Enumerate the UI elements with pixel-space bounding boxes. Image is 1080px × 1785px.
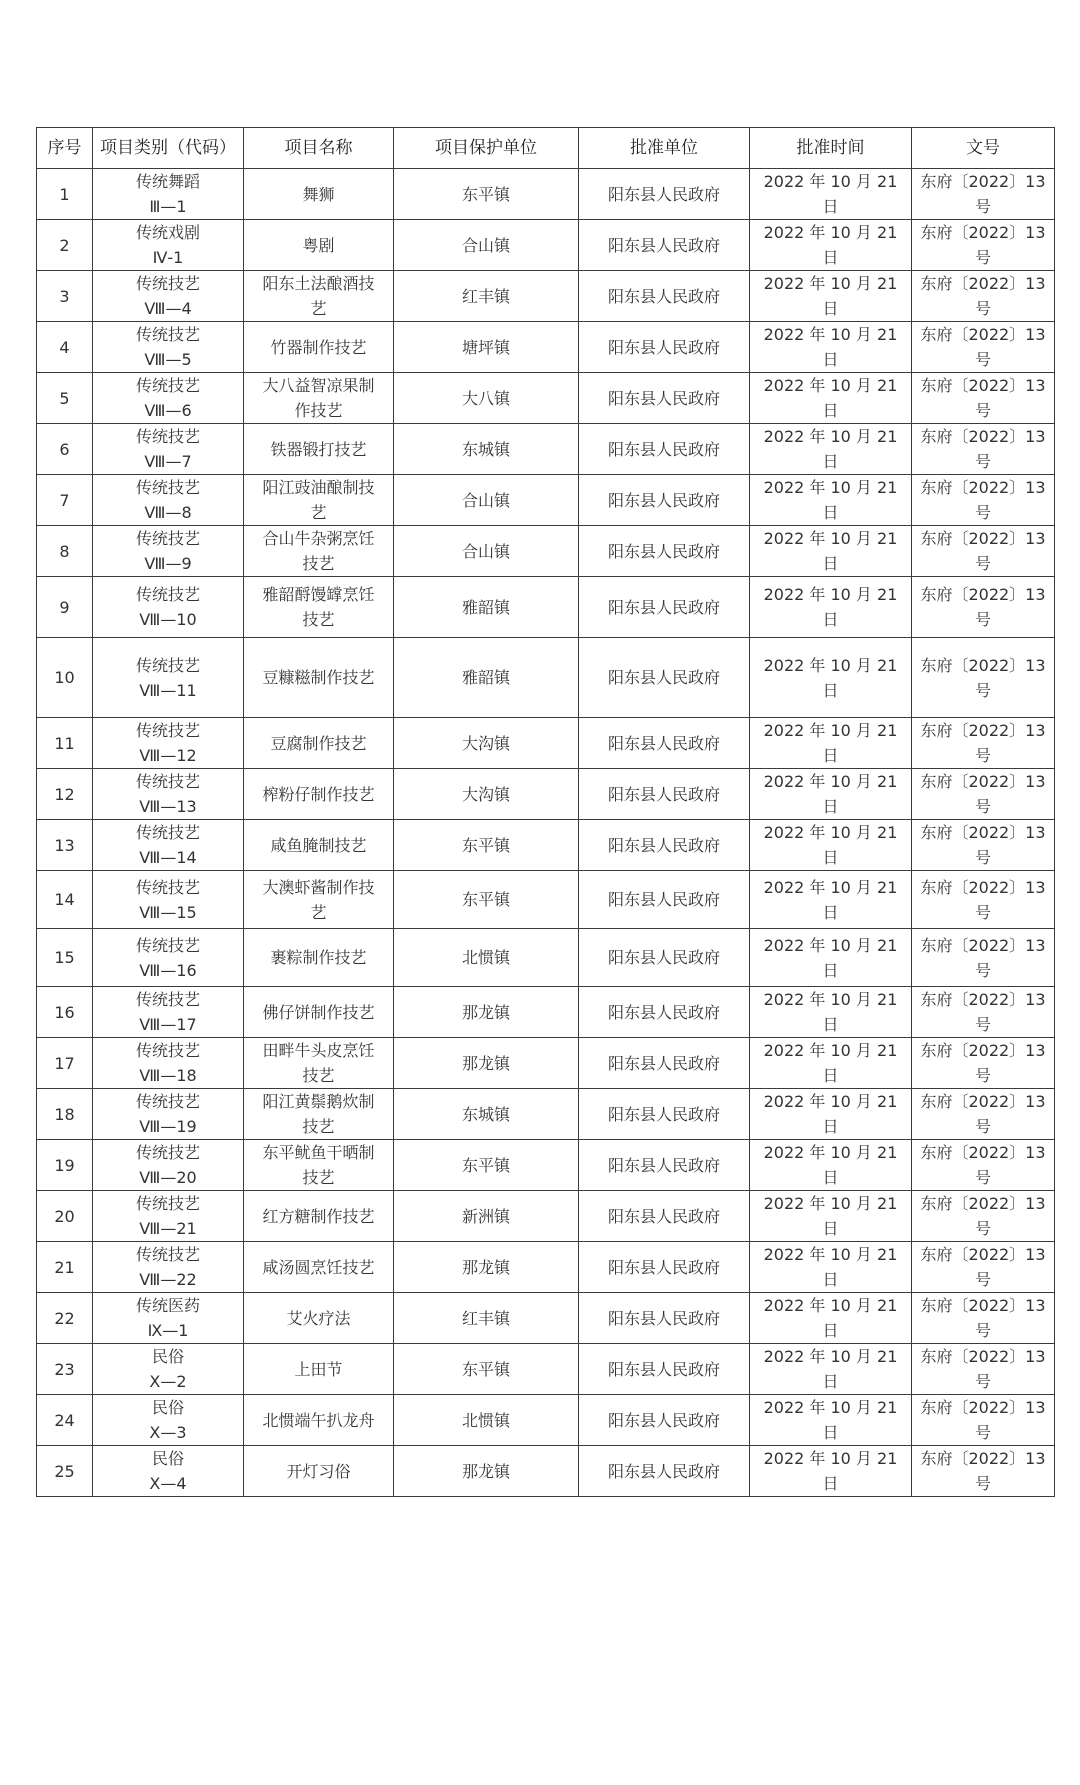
cell-unit: 合山镇: [394, 526, 579, 577]
cell-category: [93, 769, 244, 820]
cell-doc: 东府〔2022〕13 号: [912, 322, 1055, 373]
category-code: Ⅷ—21: [139, 1219, 197, 1238]
cell-no: 15: [37, 929, 93, 987]
cell-unit: 那龙镇: [394, 987, 579, 1038]
cell-date: 2022 年 10 月 21 日: [750, 1344, 912, 1395]
category-code: Ⅲ—1: [149, 197, 187, 216]
category-label: 传统医药: [135, 1296, 200, 1315]
cell-name: 阳江黄鬃鹅炊制技艺: [244, 1089, 394, 1140]
cell-category: [93, 1140, 244, 1191]
cell-doc: 东府〔2022〕13 号: [912, 929, 1055, 987]
cell-name: 田畔牛头皮烹饪技艺: [244, 1038, 394, 1089]
cell-no: 12: [37, 769, 93, 820]
table-row: [37, 638, 1055, 718]
cell-approver: 阳东县人民政府: [579, 929, 750, 987]
cell-category: [93, 1089, 244, 1140]
cell-category: [93, 871, 244, 929]
cell-date: 2022 年 10 月 21 日: [750, 169, 912, 220]
cell-name: 佛仔饼制作技艺: [244, 987, 394, 1038]
cell-date: 2022 年 10 月 21 日: [750, 1140, 912, 1191]
category-code: Ⅷ—7: [144, 452, 192, 471]
category-code: Ⅷ—14: [139, 848, 197, 867]
table-row: [37, 475, 1055, 526]
cell-doc: 东府〔2022〕13 号: [912, 769, 1055, 820]
category-code: Ⅹ—4: [149, 1474, 187, 1493]
cell-date: 2022 年 10 月 21 日: [750, 769, 912, 820]
cell-no: 10: [37, 638, 93, 718]
cell-name: 合山牛杂粥烹饪技艺: [244, 526, 394, 577]
cell-doc: 东府〔2022〕13 号: [912, 475, 1055, 526]
cell-no: 23: [37, 1344, 93, 1395]
cell-no: 4: [37, 322, 93, 373]
cell-date: 2022 年 10 月 21 日: [750, 929, 912, 987]
cell-name: 雅韶酹馒罉烹饪技艺: [244, 577, 394, 638]
cell-unit: 塘坪镇: [394, 322, 579, 373]
cell-unit: 东平镇: [394, 820, 579, 871]
cell-approver: 阳东县人民政府: [579, 820, 750, 871]
cell-unit: 东平镇: [394, 871, 579, 929]
cell-date: 2022 年 10 月 21 日: [750, 1293, 912, 1344]
cell-unit: 红丰镇: [394, 271, 579, 322]
table-row: [37, 1395, 1055, 1446]
category-code: Ⅷ—20: [139, 1168, 197, 1187]
category-code: Ⅷ—11: [139, 680, 197, 700]
cell-category: [93, 220, 244, 271]
table-row: [37, 1293, 1055, 1344]
table-row: [37, 322, 1055, 373]
cell-no: 11: [37, 718, 93, 769]
cell-doc: 东府〔2022〕13 号: [912, 1140, 1055, 1191]
table-row: [37, 1191, 1055, 1242]
cell-no: 16: [37, 987, 93, 1038]
cell-category: [93, 373, 244, 424]
cell-date: 2022 年 10 月 21 日: [750, 475, 912, 526]
cell-approver: 阳东县人民政府: [579, 987, 750, 1038]
header-category: 项目类别（代码）: [93, 128, 244, 169]
category-label: 传统技艺: [135, 325, 200, 344]
cell-no: 17: [37, 1038, 93, 1089]
cell-doc: 东府〔2022〕13 号: [912, 1293, 1055, 1344]
cell-unit: 雅韶镇: [394, 577, 579, 638]
cell-doc: 东府〔2022〕13 号: [912, 220, 1055, 271]
cell-approver: 阳东县人民政府: [579, 769, 750, 820]
table-row: [37, 424, 1055, 475]
cell-unit: 那龙镇: [394, 1242, 579, 1293]
category-label: 传统技艺: [135, 585, 200, 604]
cell-name: 北惯端午扒龙舟: [244, 1395, 394, 1446]
cell-approver: 阳东县人民政府: [579, 1140, 750, 1191]
cell-name: 阳江豉油酿制技艺: [244, 475, 394, 526]
cell-category: [93, 1191, 244, 1242]
category-label: 传统技艺: [135, 990, 200, 1009]
cell-doc: 东府〔2022〕13 号: [912, 1446, 1055, 1497]
cell-approver: 阳东县人民政府: [579, 1191, 750, 1242]
table-row: [37, 871, 1055, 929]
cell-name: 铁器锻打技艺: [244, 424, 394, 475]
cell-unit: 大八镇: [394, 373, 579, 424]
cell-approver: 阳东县人民政府: [579, 220, 750, 271]
cell-category: [93, 271, 244, 322]
cell-date: 2022 年 10 月 21 日: [750, 820, 912, 871]
cell-name: 艾火疗法: [244, 1293, 394, 1344]
cell-no: 6: [37, 424, 93, 475]
cell-approver: 阳东县人民政府: [579, 424, 750, 475]
category-code: Ⅷ—8: [144, 503, 192, 522]
cell-approver: 阳东县人民政府: [579, 1446, 750, 1497]
cell-unit: 东城镇: [394, 1089, 579, 1140]
cell-no: 22: [37, 1293, 93, 1344]
category-label: 民俗: [151, 1398, 184, 1417]
cell-date: 2022 年 10 月 21 日: [750, 424, 912, 475]
cell-name: 粤剧: [244, 220, 394, 271]
cell-approver: 阳东县人民政府: [579, 718, 750, 769]
cell-doc: 东府〔2022〕13 号: [912, 820, 1055, 871]
category-code: Ⅷ—6: [144, 401, 192, 420]
category-label: 传统技艺: [135, 1092, 200, 1111]
table-row: [37, 1242, 1055, 1293]
cell-date: 2022 年 10 月 21 日: [750, 1242, 912, 1293]
cell-approver: 阳东县人民政府: [579, 271, 750, 322]
category-code: Ⅷ—4: [144, 299, 192, 318]
cell-category: [93, 169, 244, 220]
table-row: [37, 169, 1055, 220]
cell-doc: 东府〔2022〕13 号: [912, 1395, 1055, 1446]
cell-approver: 阳东县人民政府: [579, 322, 750, 373]
cell-name: 舞狮: [244, 169, 394, 220]
category-label: 传统技艺: [135, 1041, 200, 1060]
category-label: 传统技艺: [135, 823, 200, 842]
cell-approver: 阳东县人民政府: [579, 373, 750, 424]
cell-approver: 阳东县人民政府: [579, 1038, 750, 1089]
table-row: [37, 220, 1055, 271]
cell-doc: 东府〔2022〕13 号: [912, 373, 1055, 424]
cell-approver: 阳东县人民政府: [579, 1344, 750, 1395]
cell-no: 14: [37, 871, 93, 929]
cell-doc: 东府〔2022〕13 号: [912, 718, 1055, 769]
cell-no: 1: [37, 169, 93, 220]
cell-unit: 北惯镇: [394, 1395, 579, 1446]
cell-name: 大八益智凉果制作技艺: [244, 373, 394, 424]
cell-no: 7: [37, 475, 93, 526]
category-label: 传统技艺: [135, 772, 200, 791]
cell-no: 9: [37, 577, 93, 638]
category-label: 民俗: [151, 1449, 184, 1468]
table-row: [37, 1344, 1055, 1395]
cell-no: 24: [37, 1395, 93, 1446]
cell-unit: 新洲镇: [394, 1191, 579, 1242]
cell-no: 2: [37, 220, 93, 271]
cell-doc: 东府〔2022〕13 号: [912, 1038, 1055, 1089]
cell-doc: 东府〔2022〕13 号: [912, 1344, 1055, 1395]
cell-name: 竹器制作技艺: [244, 322, 394, 373]
cell-approver: 阳东县人民政府: [579, 1242, 750, 1293]
header-approver: 批准单位: [579, 128, 750, 169]
cell-unit: 合山镇: [394, 475, 579, 526]
cell-no: 19: [37, 1140, 93, 1191]
cell-doc: 东府〔2022〕13 号: [912, 577, 1055, 638]
category-code: Ⅷ—9: [144, 554, 192, 573]
cell-date: 2022 年 10 月 21 日: [750, 1089, 912, 1140]
cell-category: [93, 1446, 244, 1497]
cell-no: 25: [37, 1446, 93, 1497]
cell-date: 2022 年 10 月 21 日: [750, 322, 912, 373]
category-label: 传统技艺: [135, 655, 200, 675]
table-row: [37, 577, 1055, 638]
cell-approver: 阳东县人民政府: [579, 169, 750, 220]
cell-approver: 阳东县人民政府: [579, 1293, 750, 1344]
cell-date: 2022 年 10 月 21 日: [750, 577, 912, 638]
cell-name: 咸鱼腌制技艺: [244, 820, 394, 871]
category-label: 传统技艺: [135, 877, 200, 897]
cell-doc: 东府〔2022〕13 号: [912, 871, 1055, 929]
header-doc: 文号: [912, 128, 1055, 169]
header-name: 项目名称: [244, 128, 394, 169]
cell-name: 咸汤圆烹饪技艺: [244, 1242, 394, 1293]
cell-date: 2022 年 10 月 21 日: [750, 1395, 912, 1446]
category-label: 传统技艺: [135, 529, 200, 548]
cell-no: 20: [37, 1191, 93, 1242]
cell-doc: 东府〔2022〕13 号: [912, 424, 1055, 475]
cell-doc: 东府〔2022〕13 号: [912, 1191, 1055, 1242]
table-row: [37, 1038, 1055, 1089]
category-code: Ⅹ—2: [149, 1372, 187, 1391]
cell-date: 2022 年 10 月 21 日: [750, 1446, 912, 1497]
category-label: 传统技艺: [135, 1143, 200, 1162]
cell-unit: 合山镇: [394, 220, 579, 271]
cell-category: [93, 424, 244, 475]
cell-approver: 阳东县人民政府: [579, 475, 750, 526]
category-code: Ⅸ—1: [147, 1321, 189, 1340]
cell-name: 豆糠糍制作技艺: [244, 638, 394, 718]
cell-unit: 北惯镇: [394, 929, 579, 987]
table-header-row: [37, 128, 1055, 169]
cell-no: 21: [37, 1242, 93, 1293]
cell-date: 2022 年 10 月 21 日: [750, 1191, 912, 1242]
table-row: [37, 820, 1055, 871]
cell-no: 3: [37, 271, 93, 322]
cell-approver: 阳东县人民政府: [579, 577, 750, 638]
category-code: Ⅷ—10: [139, 610, 197, 629]
category-label: 传统技艺: [135, 1245, 200, 1264]
cell-unit: 东平镇: [394, 1344, 579, 1395]
category-label: 传统舞蹈: [135, 172, 200, 191]
cell-unit: 那龙镇: [394, 1038, 579, 1089]
cell-name: 大澳虾酱制作技艺: [244, 871, 394, 929]
cell-name: 开灯习俗: [244, 1446, 394, 1497]
cell-approver: 阳东县人民政府: [579, 871, 750, 929]
category-label: 传统技艺: [135, 1194, 200, 1213]
category-code: Ⅷ—16: [139, 960, 197, 980]
cell-doc: 东府〔2022〕13 号: [912, 526, 1055, 577]
cell-category: [93, 820, 244, 871]
cell-unit: 东平镇: [394, 1140, 579, 1191]
category-code: Ⅹ—3: [149, 1423, 187, 1442]
table-row: [37, 929, 1055, 987]
cell-doc: 东府〔2022〕13 号: [912, 271, 1055, 322]
category-label: 传统技艺: [135, 478, 200, 497]
category-code: Ⅷ—22: [139, 1270, 197, 1289]
category-code: Ⅷ—13: [139, 797, 197, 816]
cell-unit: 雅韶镇: [394, 638, 579, 718]
category-label: 传统技艺: [135, 274, 200, 293]
category-code: Ⅷ—19: [139, 1117, 197, 1136]
cell-no: 13: [37, 820, 93, 871]
table-body: [37, 169, 1055, 1497]
cell-category: [93, 638, 244, 718]
cell-category: [93, 577, 244, 638]
cell-date: 2022 年 10 月 21 日: [750, 718, 912, 769]
table-row: [37, 1089, 1055, 1140]
cell-no: 8: [37, 526, 93, 577]
cell-name: 裹粽制作技艺: [244, 929, 394, 987]
category-code: Ⅷ—12: [139, 746, 197, 765]
cell-category: [93, 718, 244, 769]
header-date: 批准时间: [750, 128, 912, 169]
category-code: Ⅷ—18: [139, 1066, 197, 1085]
cell-approver: 阳东县人民政府: [579, 1395, 750, 1446]
table-row: [37, 987, 1055, 1038]
cell-unit: 红丰镇: [394, 1293, 579, 1344]
cell-unit: 那龙镇: [394, 1446, 579, 1497]
cell-date: 2022 年 10 月 21 日: [750, 638, 912, 718]
table-row: [37, 373, 1055, 424]
cell-unit: 东平镇: [394, 169, 579, 220]
cell-name: 豆腐制作技艺: [244, 718, 394, 769]
cell-category: [93, 1344, 244, 1395]
cell-name: 榨粉仔制作技艺: [244, 769, 394, 820]
cell-date: 2022 年 10 月 21 日: [750, 1038, 912, 1089]
category-label: 民俗: [151, 1347, 184, 1366]
category-code: Ⅳ-1: [152, 248, 184, 267]
table-row: [37, 271, 1055, 322]
cell-unit: 大沟镇: [394, 769, 579, 820]
cell-doc: 东府〔2022〕13 号: [912, 638, 1055, 718]
cell-date: 2022 年 10 月 21 日: [750, 987, 912, 1038]
table-row: [37, 526, 1055, 577]
cell-unit: 大沟镇: [394, 718, 579, 769]
header-unit: 项目保护单位: [394, 128, 579, 169]
table-row: [37, 1140, 1055, 1191]
cell-category: [93, 1293, 244, 1344]
cell-approver: 阳东县人民政府: [579, 1089, 750, 1140]
category-label: 传统戏剧: [135, 223, 200, 242]
cell-no: 18: [37, 1089, 93, 1140]
cell-date: 2022 年 10 月 21 日: [750, 871, 912, 929]
cell-date: 2022 年 10 月 21 日: [750, 526, 912, 577]
cell-no: 5: [37, 373, 93, 424]
cell-category: [93, 987, 244, 1038]
cell-approver: 阳东县人民政府: [579, 638, 750, 718]
cell-name: 东平鱿鱼干晒制技艺: [244, 1140, 394, 1191]
cell-doc: 东府〔2022〕13 号: [912, 1242, 1055, 1293]
header-no: 序号: [37, 128, 93, 169]
cell-category: [93, 1242, 244, 1293]
cell-category: [93, 1038, 244, 1089]
cell-name: 上田节: [244, 1344, 394, 1395]
category-label: 传统技艺: [135, 935, 200, 955]
cell-date: 2022 年 10 月 21 日: [750, 220, 912, 271]
cell-date: 2022 年 10 月 21 日: [750, 271, 912, 322]
category-label: 传统技艺: [135, 427, 200, 446]
table-row: [37, 1446, 1055, 1497]
cell-doc: 东府〔2022〕13 号: [912, 169, 1055, 220]
cell-category: [93, 1395, 244, 1446]
category-code: Ⅷ—5: [144, 350, 192, 369]
table-row: [37, 718, 1055, 769]
cell-category: [93, 475, 244, 526]
cell-name: 阳东土法酿酒技艺: [244, 271, 394, 322]
cell-category: [93, 322, 244, 373]
cell-doc: 东府〔2022〕13 号: [912, 1089, 1055, 1140]
cell-date: 2022 年 10 月 21 日: [750, 373, 912, 424]
category-label: 传统技艺: [135, 376, 200, 395]
cell-approver: 阳东县人民政府: [579, 526, 750, 577]
cell-doc: 东府〔2022〕13 号: [912, 987, 1055, 1038]
category-code: Ⅷ—17: [139, 1015, 197, 1034]
cell-name: 红方糖制作技艺: [244, 1191, 394, 1242]
cell-category: [93, 526, 244, 577]
heritage-project-table: [36, 127, 1055, 1497]
category-label: 传统技艺: [135, 721, 200, 740]
table-row: [37, 769, 1055, 820]
cell-category: [93, 929, 244, 987]
cell-unit: 东城镇: [394, 424, 579, 475]
category-code: Ⅷ—15: [139, 902, 197, 922]
